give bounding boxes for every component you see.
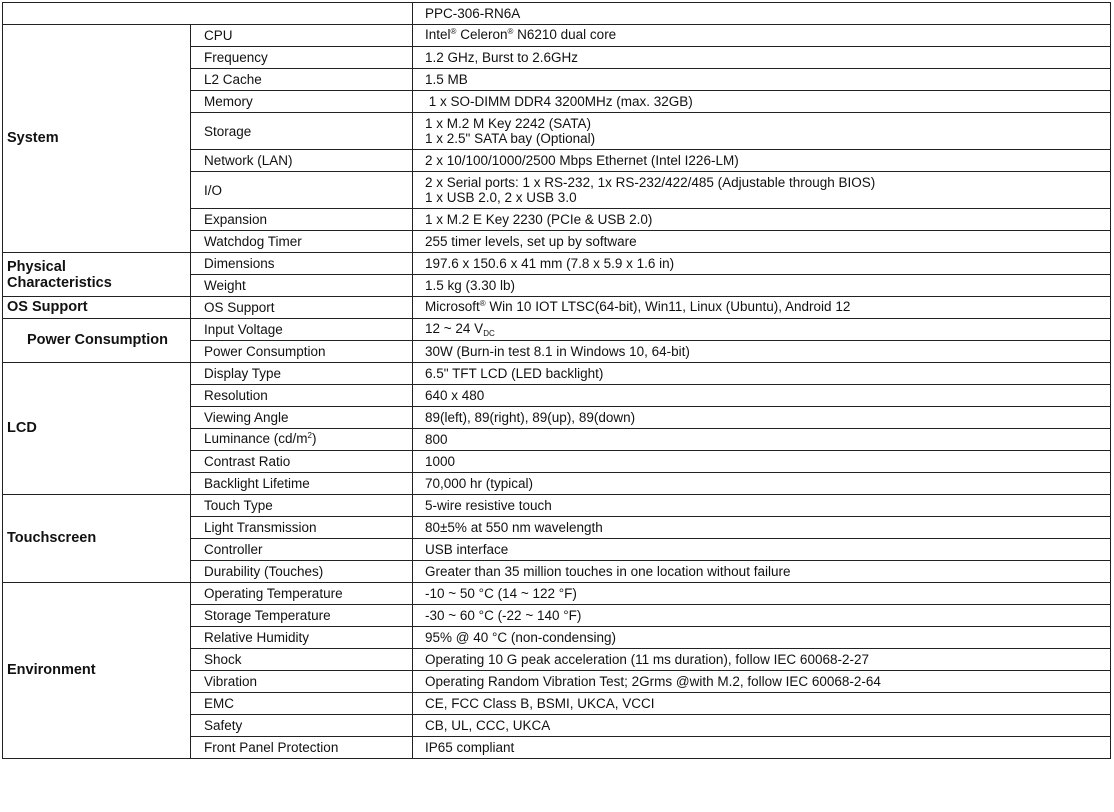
spec-label: Dimensions: [191, 253, 413, 275]
spec-label: Light Transmission: [191, 517, 413, 539]
spec-label: Display Type: [191, 363, 413, 385]
spec-value-line: 2 x Serial ports: 1 x RS-232, 1x RS-232/422/485 (Adjustable through BIOS): [425, 175, 876, 190]
spec-label: Relative Humidity: [191, 627, 413, 649]
spec-value: 1.2 GHz, Burst to 2.6GHz: [413, 47, 1111, 69]
spec-row-os-support: [3, 297, 1111, 319]
spec-label: Expansion: [191, 209, 413, 231]
spec-value-line: 1 x M.2 M Key 2242 (SATA): [425, 116, 592, 131]
category-title: Touchscreen: [7, 530, 97, 546]
spec-label: Touch Type: [191, 495, 413, 517]
spec-value: -10 ~ 50 °C (14 ~ 122 °F): [413, 583, 1111, 605]
spec-label: Shock: [191, 649, 413, 671]
spec-value: Intel® Celeron® N6210 dual core: [413, 25, 1111, 47]
spec-label: CPU: [191, 25, 413, 47]
spec-value: 89(left), 89(right), 89(up), 89(down): [413, 407, 1111, 429]
spec-value-line: 1 x 2.5" SATA bay (Optional): [425, 131, 596, 146]
spec-row-operating-temperature: [3, 583, 1111, 605]
spec-value: IP65 compliant: [413, 737, 1111, 759]
category-title: OS Support: [7, 299, 88, 315]
spec-value: -30 ~ 60 °C (-22 ~ 140 °F): [413, 605, 1111, 627]
spec-value-line: 1 x USB 2.0, 2 x USB 3.0: [425, 190, 577, 205]
spec-label: Power Consumption: [191, 341, 413, 363]
spec-label: Storage Temperature: [191, 605, 413, 627]
spec-table: [2, 2, 1111, 759]
header-row: [3, 3, 1111, 25]
spec-label: Frequency: [191, 47, 413, 69]
spec-label: Contrast Ratio: [191, 451, 413, 473]
category-touchscreen: [3, 495, 191, 583]
spec-label: Memory: [191, 91, 413, 113]
spec-value: Operating 10 G peak acceleration (11 ms duration), follow IEC 60068-2-27: [413, 649, 1111, 671]
registered-mark: ®: [450, 27, 457, 36]
spec-value: Microsoft® Win 10 IOT LTSC(64-bit), Win11, Linux (Ubuntu), Android 12: [413, 297, 1111, 319]
spec-value: 30W (Burn-in test 8.1 in Windows 10, 64-bit): [413, 341, 1111, 363]
category-os: [3, 297, 191, 319]
spec-label: Luminance $(cd/m^2)$: [191, 429, 413, 451]
spec-value: USB interface: [413, 539, 1111, 561]
spec-value: 2 x 10/100/1000/2500 Mbps Ethernet (Intel I226-LM): [413, 150, 1111, 172]
spec-value: 6.5" TFT LCD (LED backlight): [413, 363, 1111, 385]
spec-label: Vibration: [191, 671, 413, 693]
category-title: Power Consumption: [27, 332, 168, 348]
spec-value: CB, UL, CCC, UKCA: [413, 715, 1111, 737]
spec-value: 80±5% at 550 nm wavelength: [413, 517, 1111, 539]
spec-label: EMC: [191, 693, 413, 715]
spec-value: Operating Random Vibration Test; 2Grms @with M.2, follow IEC 60068-2-64: [413, 671, 1111, 693]
spec-label: Operating Temperature: [191, 583, 413, 605]
spec-row-display-type: [3, 363, 1111, 385]
spec-value: 197.6 x 150.6 x 41 mm (7.8 x 5.9 x 1.6 in): [413, 253, 1111, 275]
category-environment: [3, 583, 191, 759]
category-system: [3, 25, 191, 253]
model-name: PPC-306-RN6A: [413, 3, 1111, 25]
spec-label: Viewing Angle: [191, 407, 413, 429]
spec-label: Weight: [191, 275, 413, 297]
category-title-line: Physical: [7, 258, 66, 275]
unit-subscript: DC: [483, 329, 495, 338]
spec-value: 1000: [413, 451, 1111, 473]
spec-row-dimensions: [3, 253, 1111, 275]
registered-mark: ®: [479, 299, 486, 308]
spec-value: 1 x SO-DIMM DDR4 3200MHz (max. 32GB): [413, 91, 1111, 113]
spec-value: 800: [413, 429, 1111, 451]
spec-label: Resolution: [191, 385, 413, 407]
spec-label: OS Support: [191, 297, 413, 319]
spec-value: 1.5 kg (3.30 lb): [413, 275, 1111, 297]
category-title: Environment: [7, 662, 96, 678]
header-blank-cell: [3, 3, 413, 25]
spec-row-input-voltage: [3, 319, 1111, 341]
spec-label: Durability (Touches): [191, 561, 413, 583]
spec-label: Network (LAN): [191, 150, 413, 172]
spec-label: Front Panel Protection: [191, 737, 413, 759]
category-title-line: Characteristics: [7, 274, 112, 291]
spec-value: 255 timer levels, set up by software: [413, 231, 1111, 253]
spec-label: Backlight Lifetime: [191, 473, 413, 495]
category-lcd: [3, 363, 191, 495]
registered-mark: ®: [507, 27, 514, 36]
spec-value: CE, FCC Class B, BSMI, UKCA, VCCI: [413, 693, 1111, 715]
category-physical: [3, 253, 191, 297]
spec-value: 70,000 hr (typical): [413, 473, 1111, 495]
spec-value: 640 x 480: [413, 385, 1111, 407]
spec-label: Input Voltage: [191, 319, 413, 341]
spec-label: I/O: [191, 172, 413, 209]
spec-label: Controller: [191, 539, 413, 561]
category-title: System: [7, 130, 59, 146]
spec-row-touch-type: [3, 495, 1111, 517]
spec-value: 1 x M.2 E Key 2230 (PCIe & USB 2.0): [413, 209, 1111, 231]
spec-value: 5-wire resistive touch: [413, 495, 1111, 517]
category-title: LCD: [7, 420, 37, 436]
spec-value: 1.5 MB: [413, 69, 1111, 91]
spec-value: Greater than 35 million touches in one location without failure: [413, 561, 1111, 583]
spec-label: Safety: [191, 715, 413, 737]
spec-label: Watchdog Timer: [191, 231, 413, 253]
spec-row-cpu: [3, 25, 1111, 47]
spec-label: Storage: [191, 113, 413, 150]
spec-value: [413, 113, 1111, 150]
category-power: [3, 319, 191, 363]
superscript: 2: [307, 431, 312, 440]
spec-value: [413, 172, 1111, 209]
spec-value: 12 ~ 24 $V_{DC}$: [413, 319, 1111, 341]
spec-label: L2 Cache: [191, 69, 413, 91]
spec-value: 95% @ 40 °C (non-condensing): [413, 627, 1111, 649]
